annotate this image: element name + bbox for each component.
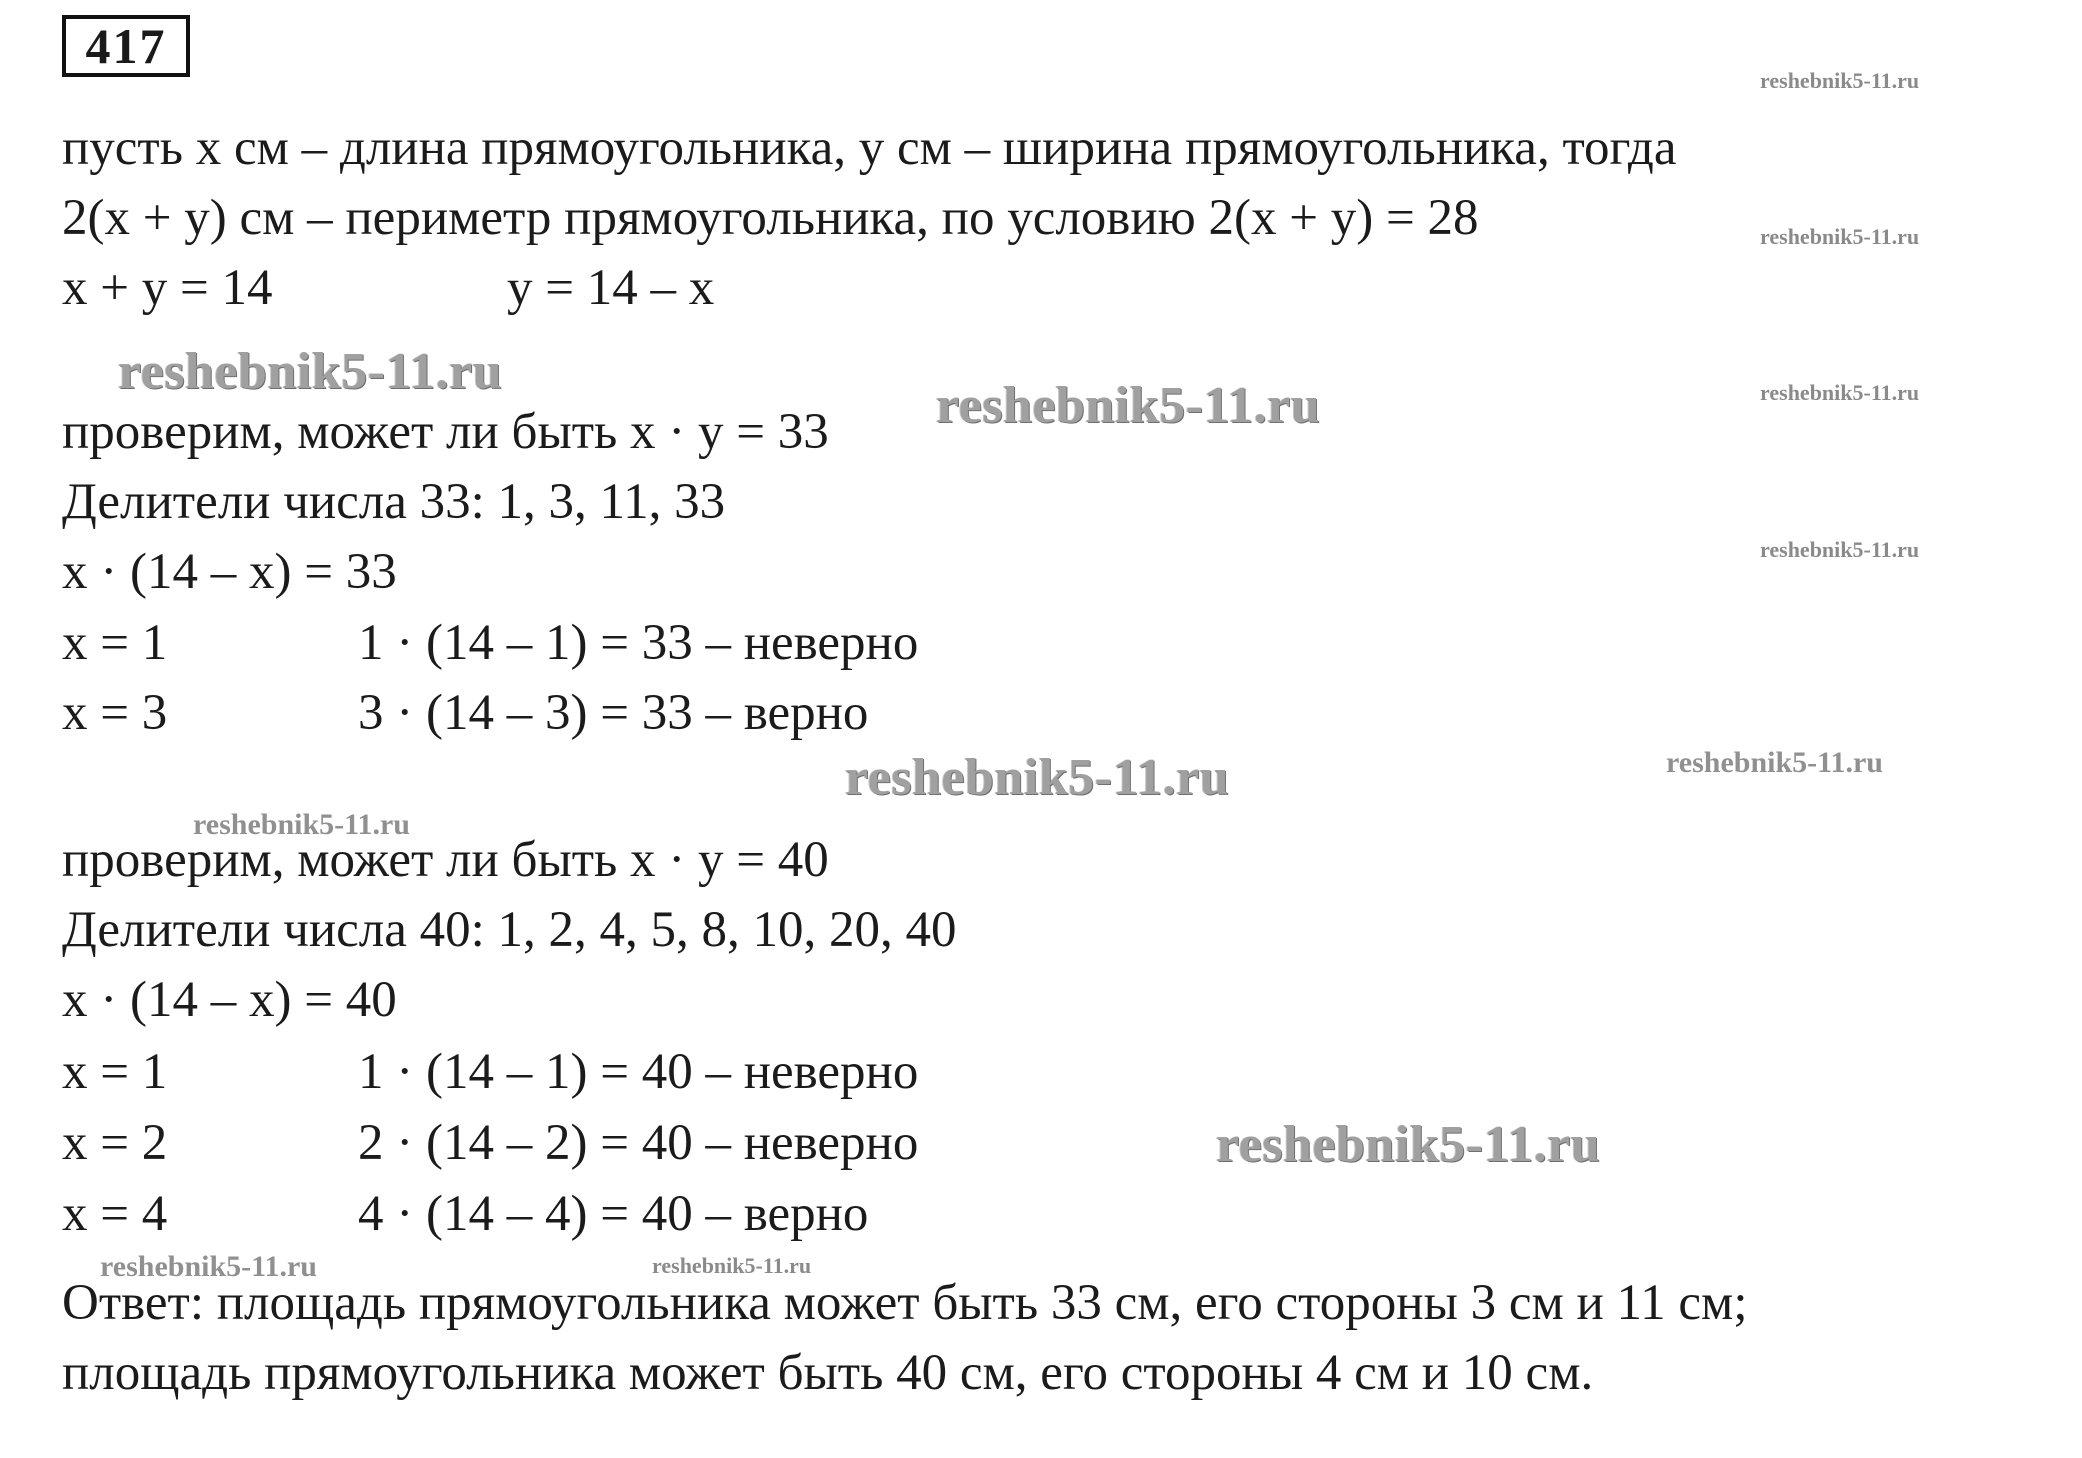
task-number-box: 417 bbox=[62, 15, 190, 77]
x-value: x = 4 bbox=[62, 1186, 168, 1242]
watermark: reshebnik5-11.ru bbox=[845, 749, 1230, 806]
watermark: reshebnik5-11.ru bbox=[1760, 537, 1920, 562]
check-expression: 1 · (14 – 1) = 33 – неверно bbox=[358, 615, 919, 671]
text-line: Делители числа 40: 1, 2, 4, 5, 8, 10, 20, 40 bbox=[62, 902, 957, 958]
watermark: reshebnik5-11.ru bbox=[1666, 746, 1883, 779]
text-line: Делители числа 33: 1, 3, 11, 33 bbox=[62, 474, 726, 530]
check-expression: 2 · (14 – 2) = 40 – неверно bbox=[358, 1115, 919, 1171]
text-line bbox=[62, 258, 715, 318]
x-value: x = 2 bbox=[62, 1115, 168, 1171]
check-expression: 3 · (14 – 3) = 33 – верно bbox=[358, 685, 869, 741]
answer-line: Ответ: площадь прямоугольника может быть 33 см, его стороны 3 см и 11 см; bbox=[62, 1275, 1748, 1331]
text-line bbox=[62, 1042, 919, 1102]
text-line bbox=[62, 1113, 919, 1173]
x-value: x = 3 bbox=[62, 685, 168, 741]
answer-line: площадь прямоугольника может быть 40 см, его стороны 4 см и 10 см. bbox=[62, 1345, 1594, 1401]
text-line: проверим, может ли быть x · y = 33 bbox=[62, 404, 829, 460]
watermark: reshebnik5-11.ru bbox=[100, 1250, 317, 1283]
watermark: reshebnik5-11.ru bbox=[936, 377, 1321, 434]
watermark: reshebnik5-11.ru bbox=[193, 808, 410, 841]
text-line bbox=[62, 613, 919, 673]
equation-left: x + y = 14 bbox=[62, 260, 273, 316]
text-line: проверим, может ли быть x · y = 40 bbox=[62, 832, 829, 888]
text-line bbox=[62, 683, 869, 743]
x-value: x = 1 bbox=[62, 615, 168, 671]
watermark: reshebnik5-11.ru bbox=[652, 1253, 812, 1278]
watermark: reshebnik5-11.ru bbox=[1216, 1116, 1601, 1173]
text-line: x · (14 – x) = 40 bbox=[62, 972, 397, 1028]
equation-right: y = 14 – x bbox=[507, 260, 715, 316]
text-line: 2(x + y) см – периметр прямоугольника, по условию 2(x + y) = 28 bbox=[62, 190, 1479, 246]
text-line: пусть x см – длина прямоугольника, y см – ширина прямоугольника, тогда bbox=[62, 120, 1677, 176]
check-expression: 4 · (14 – 4) = 40 – верно bbox=[358, 1186, 869, 1242]
text-line: x · (14 – x) = 33 bbox=[62, 544, 397, 600]
watermark: reshebnik5-11.ru bbox=[1760, 380, 1920, 405]
watermark: reshebnik5-11.ru bbox=[1760, 68, 1920, 93]
watermark: reshebnik5-11.ru bbox=[1760, 224, 1920, 249]
text-line bbox=[62, 1184, 869, 1244]
check-expression: 1 · (14 – 1) = 40 – неверно bbox=[358, 1044, 919, 1100]
x-value: x = 1 bbox=[62, 1044, 168, 1100]
watermark: reshebnik5-11.ru bbox=[118, 343, 503, 400]
